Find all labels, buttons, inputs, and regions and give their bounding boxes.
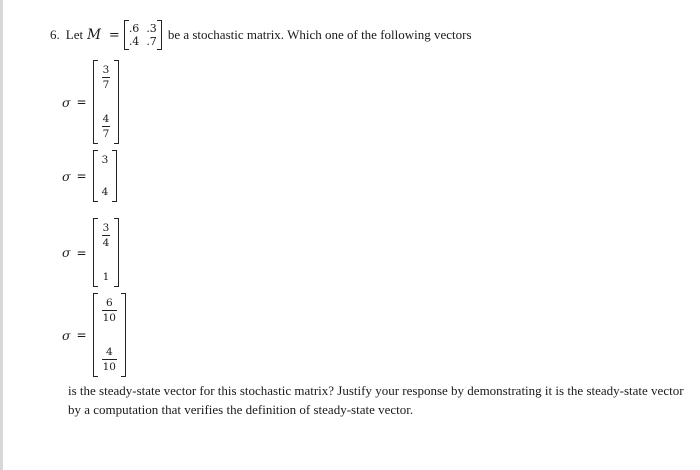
page-left-edge <box>0 0 3 470</box>
matrix-symbol: M <box>87 27 101 43</box>
vector-entry-bottom: 4 <box>101 186 109 198</box>
matrix-entry: .4 <box>128 35 140 48</box>
fraction-bottom: $\frac{4}{7}$ <box>102 113 110 140</box>
let-word: Let <box>65 27 84 42</box>
vector-entry-bottom: 1 <box>102 271 110 283</box>
equals-sign: = <box>76 245 87 260</box>
column-vector <box>93 218 120 287</box>
fraction-top: $\frac{6}{10}$ <box>102 297 116 324</box>
question-statement <box>50 18 472 52</box>
matrix-entry: .3 <box>146 22 157 35</box>
column-vector <box>93 150 118 202</box>
equals-sign: = <box>76 328 87 342</box>
equals-sign: = <box>108 27 120 43</box>
column-vector <box>93 60 120 144</box>
matrix-entry: .7 <box>146 35 157 48</box>
fraction-bottom: $\frac{4}{10}$ <box>102 346 116 373</box>
option-vector-2 <box>62 150 117 202</box>
option-vector-4 <box>62 293 126 377</box>
matrix-m <box>124 20 162 50</box>
option-vector-3 <box>62 218 119 287</box>
fraction-top: $\frac{3}{7}$ <box>102 64 110 91</box>
sigma-symbol: σ <box>62 94 71 110</box>
fraction-top: $\frac{3}{4}$ <box>102 222 110 249</box>
matrix-entry: .6 <box>128 22 140 35</box>
equals-sign: = <box>76 169 87 183</box>
question-number: 6. <box>50 27 60 42</box>
closing-question-text: is the steady-state vector for this stochastic matrix? Justify your response by demonstrating it is the steady-state vector by a computation that verifies the definition of steady-state vector. <box>68 383 684 417</box>
column-vector <box>93 293 126 377</box>
sigma-symbol: σ <box>62 245 71 260</box>
equals-sign: = <box>76 95 87 109</box>
question-text: be a stochastic matrix. Which one of the following vectors <box>167 27 472 42</box>
vector-entry-top: 3 <box>101 154 109 166</box>
option-vector-1 <box>62 60 119 144</box>
sigma-symbol: σ <box>62 327 71 343</box>
sigma-symbol: σ <box>62 168 71 184</box>
